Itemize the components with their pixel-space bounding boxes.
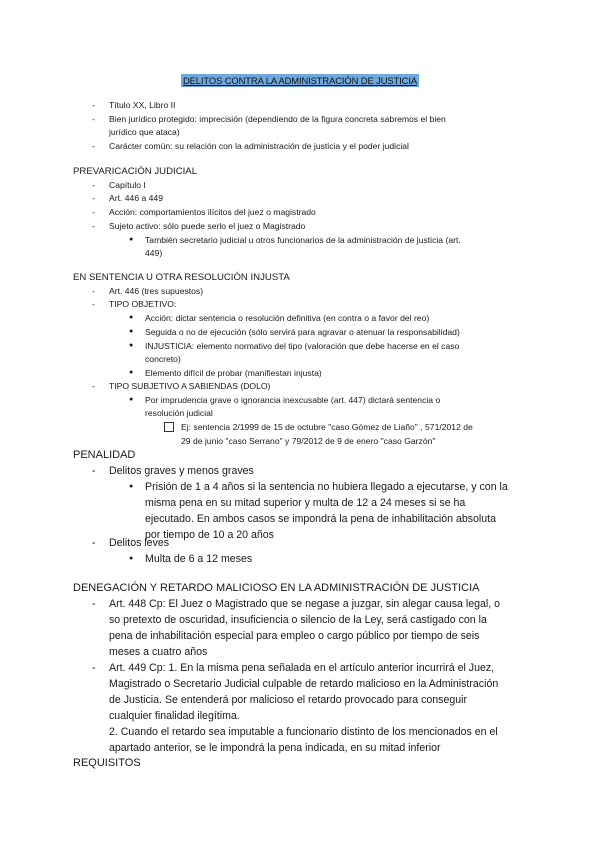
body-text: meses a cuatro años bbox=[109, 646, 208, 658]
list-item: Delitos graves y menos graves bbox=[109, 465, 254, 477]
dash-bullet: - bbox=[92, 381, 95, 391]
bullet-dot: ● bbox=[129, 369, 134, 376]
list-item: Sujeto activo: sólo puede serlo el juez o Magistrado bbox=[109, 221, 306, 231]
list-item: TIPO OBJETIVO: bbox=[109, 299, 177, 309]
body-text: pena de inhabilitación especial para empleo o cargo público por tiempo de seis bbox=[109, 630, 480, 642]
example-text: 29 de junio "caso Serrano" y 79/2012 de 9 de enero "caso Garzón" bbox=[181, 436, 436, 446]
dash-bullet: - bbox=[92, 141, 95, 151]
bullet-dot: ● bbox=[129, 342, 134, 349]
body-text: Art. 449 Cp: 1. En la misma pena señalada en el artículo anterior incurrirá el Juez, bbox=[109, 662, 495, 674]
list-item: Delitos leves bbox=[109, 537, 170, 549]
checkbox-icon bbox=[164, 422, 174, 432]
body-text: de Justicia. Se entenderá por malicioso el retardo provocado para conseguir bbox=[109, 694, 468, 706]
sub-item: Elemento difícil de probar (manifiestan injusta) bbox=[145, 368, 322, 378]
example-text: Ej: sentencia 2/1999 de 15 de octubre "caso Gómez de Liaño" , 571/2012 de bbox=[181, 422, 473, 432]
body-text: so pretexto de oscuridad, insuficiencia o silencio de la Ley, será castigado con la bbox=[109, 614, 487, 626]
body-text: 2. Cuando el retardo sea imputable a funcionario distinto de los mencionados en el bbox=[109, 726, 498, 738]
section-heading: PREVARICACIÓN JUDICIAL bbox=[73, 166, 198, 177]
dash-bullet: - bbox=[92, 537, 96, 549]
sub-item: Por imprudencia grave o ignorancia inexcusable (art. 447) dictará sentencia o bbox=[145, 395, 441, 405]
intro-line: jurídico que ataca) bbox=[109, 127, 180, 137]
body-text: Art. 448 Cp: El Juez o Magistrado que se negase a juzgar, sin alegar causa legal, o bbox=[109, 598, 501, 610]
sub-item: 449) bbox=[145, 248, 163, 258]
body-text: Multa de 6 a 12 meses bbox=[145, 553, 253, 565]
list-item: Art. 446 (tres supuestos) bbox=[109, 286, 204, 296]
dash-bullet: - bbox=[92, 465, 96, 477]
list-item: Art. 446 a 449 bbox=[109, 193, 163, 203]
sub-item: Seguida o no de ejecución (sólo servirá para agravar o atenuar la responsabilidad) bbox=[145, 327, 460, 337]
title-container bbox=[0, 71, 600, 89]
intro-line: Bien jurídico protegido: imprecisión (dependiendo de la figura concreta sabremos el bien bbox=[109, 114, 446, 124]
list-item: TIPO SUBJETIVO A SABIENDAS (DOLO) bbox=[109, 381, 271, 391]
dash-bullet: - bbox=[92, 299, 95, 309]
body-text: cualquier finalidad ilegítima. bbox=[109, 710, 240, 722]
bullet-dot: ● bbox=[129, 555, 134, 562]
body-text: Prisión de 1 a 4 años si la sentencia no hubiera llegado a ejecutarse, y con la bbox=[145, 481, 508, 493]
list-item: Acción: comportamientos ilícitos del juez o magistrado bbox=[109, 207, 316, 217]
section-heading: EN SENTENCIA U OTRA RESOLUCIÓN INJUSTA bbox=[73, 272, 290, 283]
dash-bullet: - bbox=[92, 598, 96, 610]
dash-bullet: - bbox=[92, 207, 95, 217]
section-heading: DENEGACIÓN Y RETARDO MALICIOSO EN LA ADMINISTRACIÓN DE JUSTICIA bbox=[73, 582, 480, 594]
dash-bullet: - bbox=[92, 286, 95, 296]
intro-line: Carácter común: su relación con la administración de justicia y el poder judicial bbox=[109, 141, 409, 151]
document-title: DELITOS CONTRA LA ADMINISTRACIÓN DE JUSTICIA bbox=[182, 75, 417, 86]
dash-bullet: - bbox=[92, 193, 95, 203]
body-text: apartado anterior, se le impondrá la pena indicada, en su mitad inferior bbox=[109, 742, 441, 754]
sub-item: Acción: dictar sentencia o resolución definitiva (en contra o a favor del reo) bbox=[145, 313, 430, 323]
body-text: misma pena en su mitad superior y multa de 12 a 24 meses si se ha bbox=[145, 497, 466, 509]
intro-line: Título XX, Libro II bbox=[109, 100, 176, 110]
bullet-dot: ● bbox=[129, 236, 134, 243]
sub-item: concreto) bbox=[145, 354, 181, 364]
body-text: por tiempo de 10 a 20 años bbox=[145, 529, 274, 541]
list-item: Capítulo I bbox=[109, 180, 146, 190]
dash-bullet: - bbox=[92, 114, 95, 124]
bullet-dot: ● bbox=[129, 314, 134, 321]
sub-item: INJUSTICIA: elemento normativo del tipo (valoración que debe hacerse en el caso bbox=[145, 341, 460, 351]
sub-item: resolución judicial bbox=[145, 408, 213, 418]
dash-bullet: - bbox=[92, 100, 95, 110]
dash-bullet: - bbox=[92, 180, 95, 190]
bullet-dot: ● bbox=[129, 483, 134, 490]
section-heading: PENALIDAD bbox=[73, 449, 136, 461]
dash-bullet: - bbox=[92, 221, 95, 231]
bullet-dot: ● bbox=[129, 328, 134, 335]
bullet-dot: ● bbox=[129, 396, 134, 403]
body-text: Magistrado o Secretario Judicial culpable de retardo malicioso en la Administración bbox=[109, 678, 499, 690]
sub-item: También secretario judicial u otros funcionarios de la administración de justicia (art. bbox=[145, 235, 461, 245]
section-heading: REQUISITOS bbox=[73, 757, 141, 769]
body-text: ejecutado. En ambos casos se impondrá la pena de inhabilitación absoluta bbox=[145, 513, 497, 525]
dash-bullet: - bbox=[92, 662, 96, 674]
